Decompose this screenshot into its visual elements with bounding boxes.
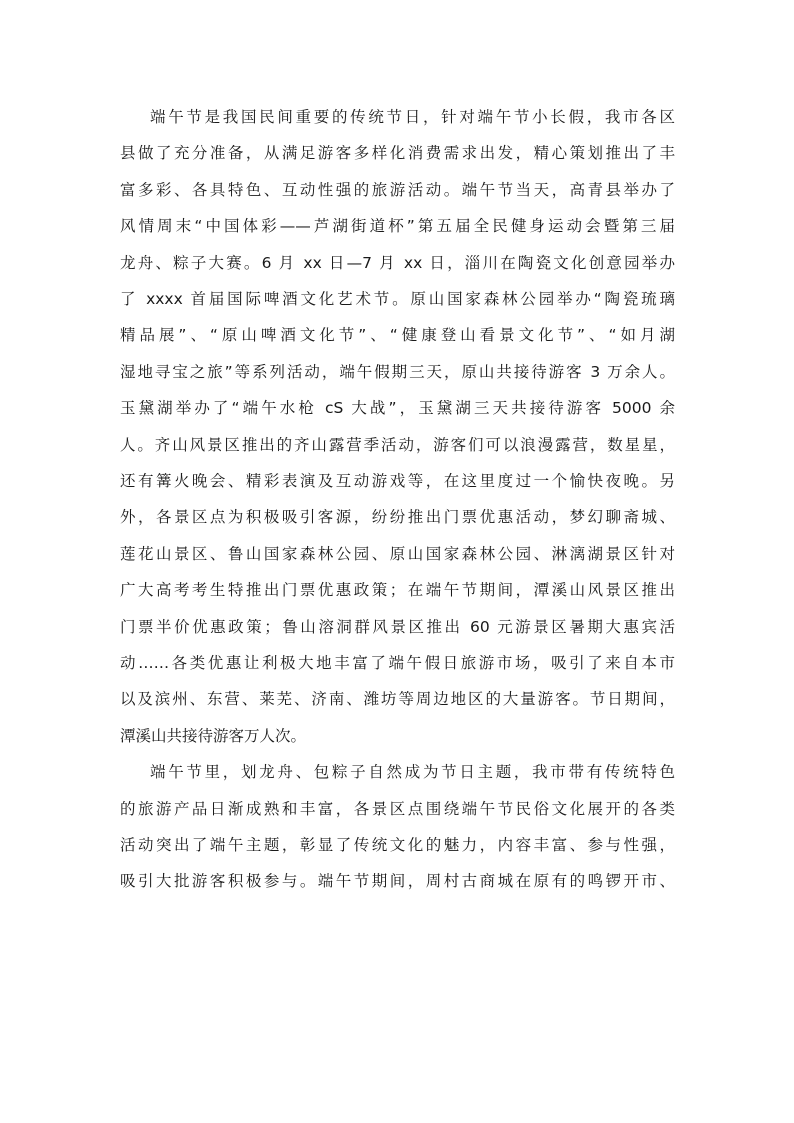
paragraph-1-line-11: 还有篝火晚会、精彩表演及互动游戏等，在这里度过一个愉快夜晚。另: [120, 472, 675, 490]
paragraph-1-line-7: 精品展”、“原山啤酒文化节”、“健康登山看景文化节”、“如月湖: [120, 326, 675, 344]
paragraph-1-line-4: 风情周末“中国体彩——芦湖街道杯”第五届全民健身运动会暨第三届: [120, 217, 675, 235]
paragraph-2-line-4: 吸引大批游客积极参与。端午节期间，周村古商城在原有的鸣锣开市、: [120, 872, 675, 890]
paragraph-1-line-6: 了 xxxx 首届国际啤酒文化艺术节。原山国家森林公园举办“陶瓷琉璃: [120, 290, 675, 308]
paragraph-1-line-8: 湿地寻宝之旅”等系列活动，端午假期三天，原山共接待游客 3 万余人。: [120, 363, 675, 381]
paragraph-1-line-10: 人。齐山风景区推出的齐山露营季活动，游客们可以浪漫露营，数星星，: [120, 436, 675, 454]
paragraph-1-line-16: 动……各类优惠让利极大地丰富了端午假日旅游市场，吸引了来自本市: [120, 654, 675, 672]
paragraph-2-line-3: 活动突出了端午主题，彰显了传统文化的魅力，内容丰富、参与性强，: [120, 836, 675, 854]
paragraph-1-line-5: 龙舟、粽子大赛。6 月 xx 日—7 月 xx 日，淄川在陶瓷文化创意园举办: [120, 254, 675, 272]
paragraph-1-line-14: 广大高考考生特推出门票优惠政策；在端午节期间，潭溪山风景区推出: [120, 581, 675, 599]
paragraph-2-line-1: 端午节里，划龙舟、包粽子自然成为节日主题，我市带有传统特色: [150, 763, 675, 781]
paragraph-1-line-18: 潭溪山共接待游客万人次。: [120, 727, 307, 745]
paragraph-1-line-15: 门票半价优惠政策；鲁山溶洞群风景区推出 60 元游景区暑期大惠宾活: [120, 618, 675, 636]
paragraph-1-line-9: 玉黛湖举办了“端午水枪 cS 大战”，玉黛湖三天共接待游客 5000 余: [120, 399, 675, 417]
paragraph-1-line-12: 外，各景区点为积极吸引客源，纷纷推出门票优惠活动，梦幻聊斋城、: [120, 508, 675, 526]
paragraph-1-line-17: 以及滨州、东营、莱芜、济南、潍坊等周边地区的大量游客。节日期间，: [120, 690, 675, 708]
paragraph-1-line-2: 县做了充分准备，从满足游客多样化消费需求出发，精心策划推出了丰: [120, 144, 675, 162]
paragraph-1-line-1: 端午节是我国民间重要的传统节日，针对端午节小长假，我市各区: [150, 108, 675, 126]
paragraph-1-line-13: 莲花山景区、鲁山国家森林公园、原山国家森林公园、淋漓湖景区针对: [120, 545, 675, 563]
paragraph-2-line-2: 的旅游产品日渐成熟和丰富，各景区点围绕端午节民俗文化展开的各类: [120, 800, 675, 818]
paragraph-1-line-3: 富多彩、各具特色、互动性强的旅游活动。端午节当天，高青县举办了: [120, 181, 675, 199]
